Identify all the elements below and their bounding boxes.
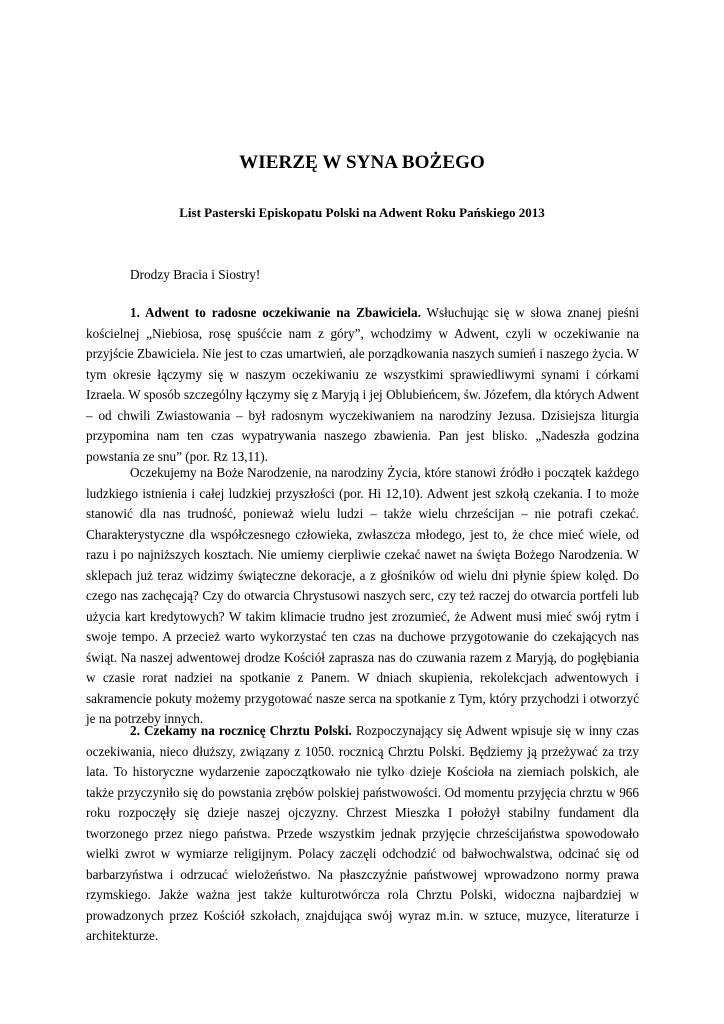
paragraph-body: Oczekujemy na Boże Narodzenie, na narodziny Życia, które stanowi źródło i początek każdego ludzkiego istnienia i całej ludzkiej przyszłości (por. Hi 12,10). Adwent jest szkołą czekania. I to może stanowić dla nas trudność, ponieważ wielu ludzi – także wielu chrześcijan – nie potrafi czekać. Charakterystyczne dla współczesnego człowieka, zwłaszcza młodego, jest to, że chce mieć wiele, od razu i po najniższych kosztach. Nie umiemy cierpliwie czekać nawet na święta Bożego Narodzenia. W sklepach już teraz widzimy świąteczne dekoracje, a z głośników od wielu dni płynie śpiew kolęd. Do czego nas zachęcają? Czy do otwarcia Chrystusowi naszych serc, czy też raczej do otwarcia portfeli lub użycia kart kredytowych? W takim klimacie trudno jest zrozumieć, że Adwent musi mieć swój rytm i swoje tempo. A przecież warto wykorzystać ten czas na duchowe przygotowanie do czekających nas świąt. Na naszej adwentowej drodze Kościół zaprasza nas do czuwania razem z Maryją, do pogłębiania w czasie rorat nadziei na spotkanie z Panem. W dniach skupienia, rekolekcjach adwentowych i sakramencie pokuty możemy przygotować nasze serca na spotkanie z Tym, który przychodzi i otworzyć je na potrzeby innych. (86, 465, 639, 726)
document-title: WIERZĘ W SYNA BOŻEGO (239, 152, 485, 173)
document-subtitle: List Pasterski Episkopatu Polski na Adwent Roku Pańskiego 2013 (179, 205, 545, 220)
paragraph-heading: 2. Czekamy na rocznicę Chrztu Polski. (130, 723, 352, 738)
paragraph-2 (86, 463, 639, 730)
paragraph-1 (86, 303, 639, 467)
paragraph-body: Rozpoczynający się Adwent wpisuje się w inny czas oczekiwania, nieco dłuższy, związany z 1050. rocznicą Chrztu Polski. Będziemy ją przeżywać za trzy lata. To historyczne wydarzenie zapoczątkowało nie tylko dzieje Kościoła na ziemiach polskich, ale także przyczyniło się do powstania zrębów polskiej państwowości. Od momentu przyjęcia chrztu w 966 roku rozpoczęły się dzieje naszej ojczyzny. Chrzest Mieszka I położył stabilny fundament dla tworzonego przez niego państwa. Przede wszystkim jednak przyjęcie chrześcijaństwa spowodowało wielki zwrot w wymiarze religijnym. Polacy zaczęli odchodzić od bałwochwalstwa, odcinać się od barbarzyństwa i odrzucać wielożeństwo. Na płaszczyźnie państwowej wprowadzono normy prawa rzymskiego. Jakże ważna jest także kulturotwórcza rola Chrztu Polski, widoczna najbardziej w prowadzonych przez Kościół szkołach, znajdująca swój wyraz m.in. w sztuce, muzyce, literaturze i architekturze. (86, 723, 639, 943)
paragraph-heading: 1. Adwent to radosne oczekiwanie na Zbawiciela. (130, 305, 421, 320)
greeting: Drodzy Bracia i Siostry! (130, 267, 261, 282)
paragraph-3 (86, 721, 639, 947)
paragraph-body: Wsłuchując się w słowa znanej pieśni kościelnej „Niebiosa, rosę spuśćcie nam z góry”, wchodzimy w Adwent, czyli w oczekiwanie na przyjście Zbawiciela. Nie jest to czas umartwień, ale porządkowania naszych sumień i naszego życia. W tym okresie łączymy się w naszym oczekiwaniu ze wszystkimi sprawiedliwymi synami i córkami Izraela. W sposób szczególny łączymy się z Maryją i jej Oblubieńcem, św. Józefem, dla których Adwent – od chwili Zwiastowania – był radosnym wyczekiwaniem na narodziny Jezusa. Dzisiejsza liturgia przypomina nam ten czas wypatrywania naszego zbawienia. Pan jest blisko. „Nadeszła godzina powstania ze snu” (por. Rz 13,11). (86, 305, 639, 464)
